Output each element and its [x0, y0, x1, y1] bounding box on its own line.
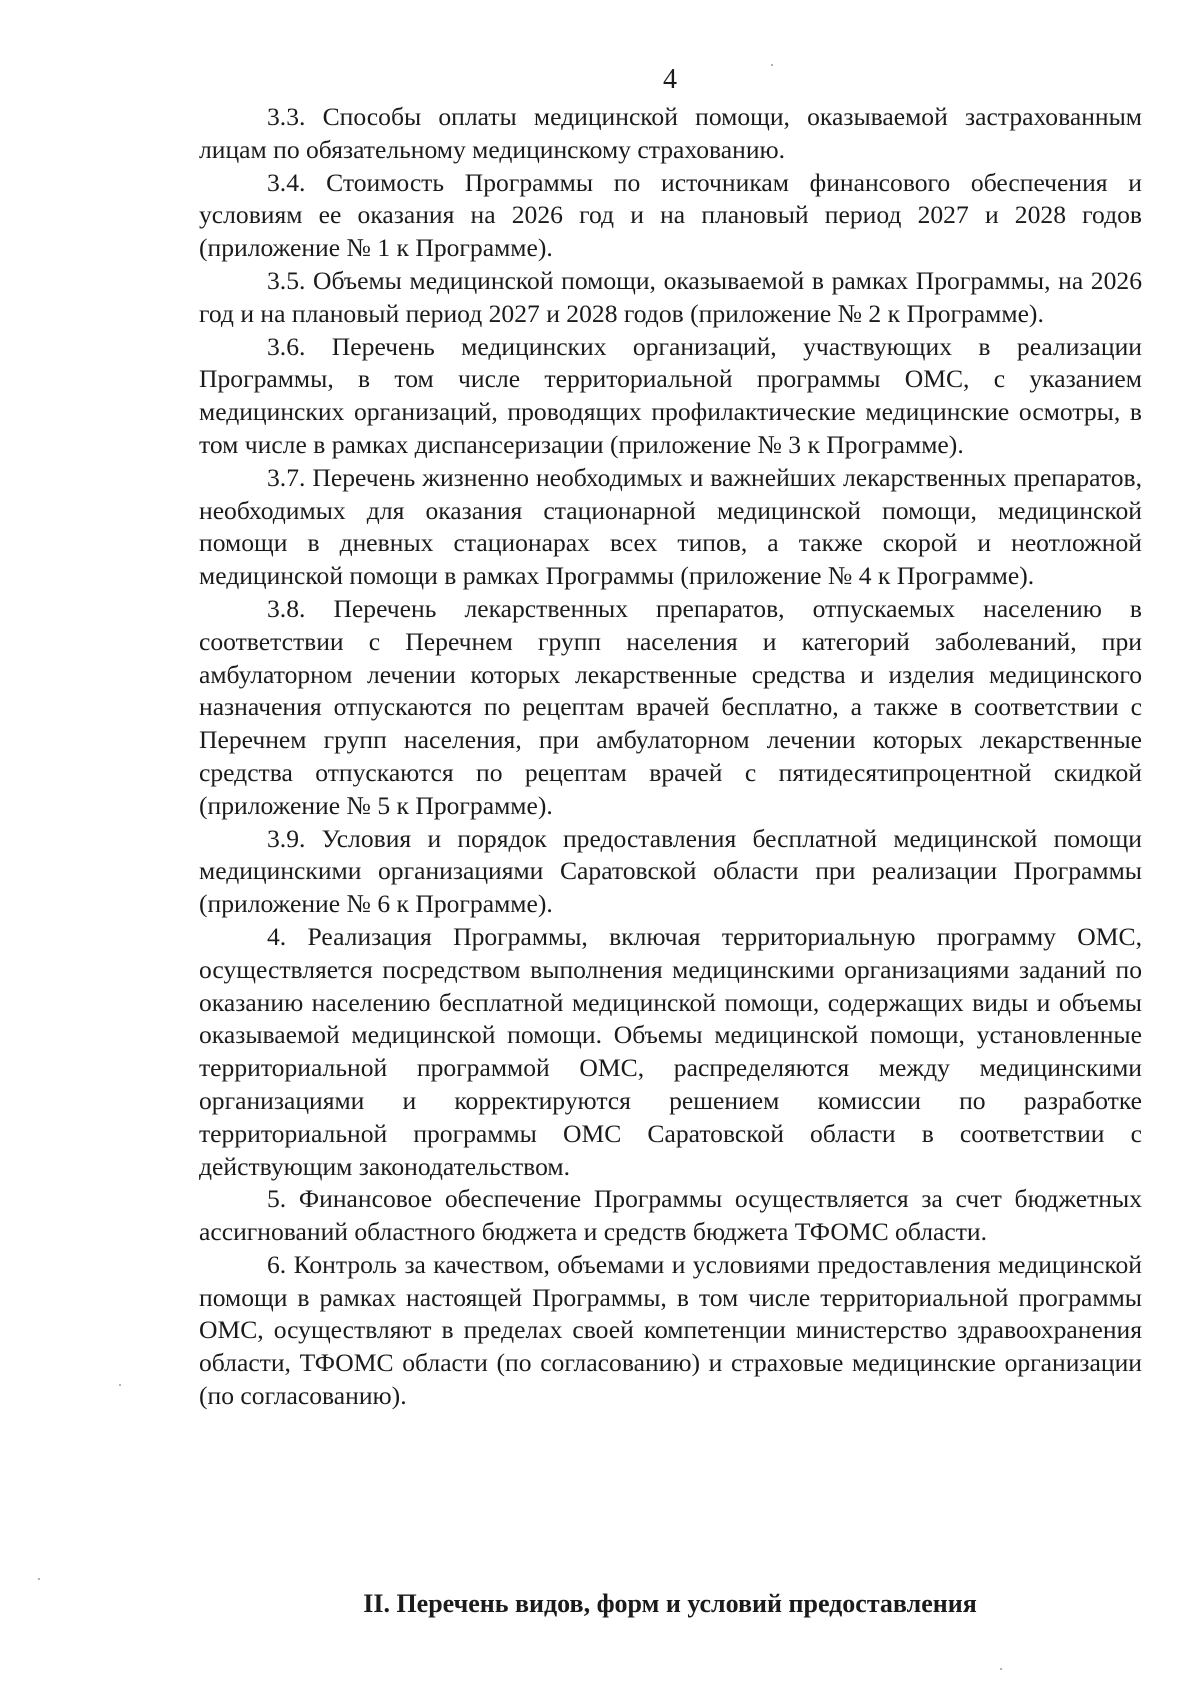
scan-speck — [38, 1578, 40, 1580]
page-number: 4 — [663, 64, 677, 95]
paragraph-3-6: 3.6. Перечень медицинских организаций, участвующих в реализации Программы, в том числе территориальной программы ОМС, с указанием медицинских организаций, проводящих профилактические медицинские осмотры, в том числе в рамках диспансеризации (приложение № 3 к Программе). — [199, 331, 1142, 459]
paragraph-4: 4. Реализация Программы, включая территориальную программу ОМС, осуществляется посредством выполнения медицинскими организациями заданий по оказанию населению бесплатной медицинской помощи, содержащих виды и объемы оказываемой медицинской помощи. Объемы медицинской помощи, установленные территориальной программой ОМС, распределяются между медицинскими организациями и корректируются решением комиссии по разработке территориальной программы ОМС Саратовской области в соответствии с действующим законодательством. — [199, 921, 1142, 1181]
paragraph-3-8: 3.8. Перечень лекарственных препаратов, отпускаемых населению в соответствии с Перечнем групп населения и категорий заболеваний, при амбулаторном лечении которых лекарственные средства и изделия медицинского назначения отпускаются по рецептам врачей бесплатно, а также в соответствии с Перечнем групп населения, при амбулаторном лечении которых лекарственные средства отпускаются по рецептам врачей с пятидесятипроцентной скидкой (приложение № 5 к Программе). — [199, 593, 1142, 820]
paragraph-3-4: 3.4. Стоимость Программы по источникам финансового обеспечения и условиям ее оказания на 2026 год и на плановый период 2027 и 2028 годов (приложение № 1 к Программе). — [199, 167, 1142, 263]
scan-speck — [119, 1384, 121, 1386]
paragraph-6: 6. Контроль за качеством, объемами и условиями предоставления медицинской помощи в рамках настоящей Программы, в том числе территориальной программы ОМС, осуществляют в пределах своей компетенции министерство здравоохранения области, ТФОМС области (по согласованию) и страховые медицинские организации (по согласованию). — [199, 1249, 1142, 1411]
paragraph-3-5: 3.5. Объемы медицинской помощи, оказываемой в рамках Программы, на 2026 год и на плановый период 2027 и 2028 годов (приложение № 2 к Программе). — [199, 265, 1142, 328]
body-text — [199, 101, 1142, 1413]
scan-speck — [1000, 1668, 1002, 1670]
paragraph-3-9: 3.9. Условия и порядок предоставления бесплатной медицинской помощи медицинскими организациями Саратовской области при реализации Программы (приложение № 6 к Программе). — [199, 823, 1142, 919]
paragraph-5: 5. Финансовое обеспечение Программы осуществляется за счет бюджетных ассигнований областного бюджета и средств бюджета ТФОМС области. — [199, 1184, 1142, 1247]
paragraph-3-3: 3.3. Способы оплаты медицинской помощи, оказываемой застрахованным лицам по обязательному медицинскому страхованию. — [199, 102, 1142, 164]
paragraph-3-7: 3.7. Перечень жизненно необходимых и важнейших лекарственных препаратов, необходимых для оказания стационарной медицинской помощи, медицинской помощи в дневных стационарах всех типов, а также скорой и неотложной медицинской помощи в рамках Программы (приложение № 4 к Программе). — [199, 462, 1142, 591]
section-heading: II. Перечень видов, форм и условий предоставления — [363, 1589, 977, 1618]
scan-speck — [771, 64, 773, 66]
